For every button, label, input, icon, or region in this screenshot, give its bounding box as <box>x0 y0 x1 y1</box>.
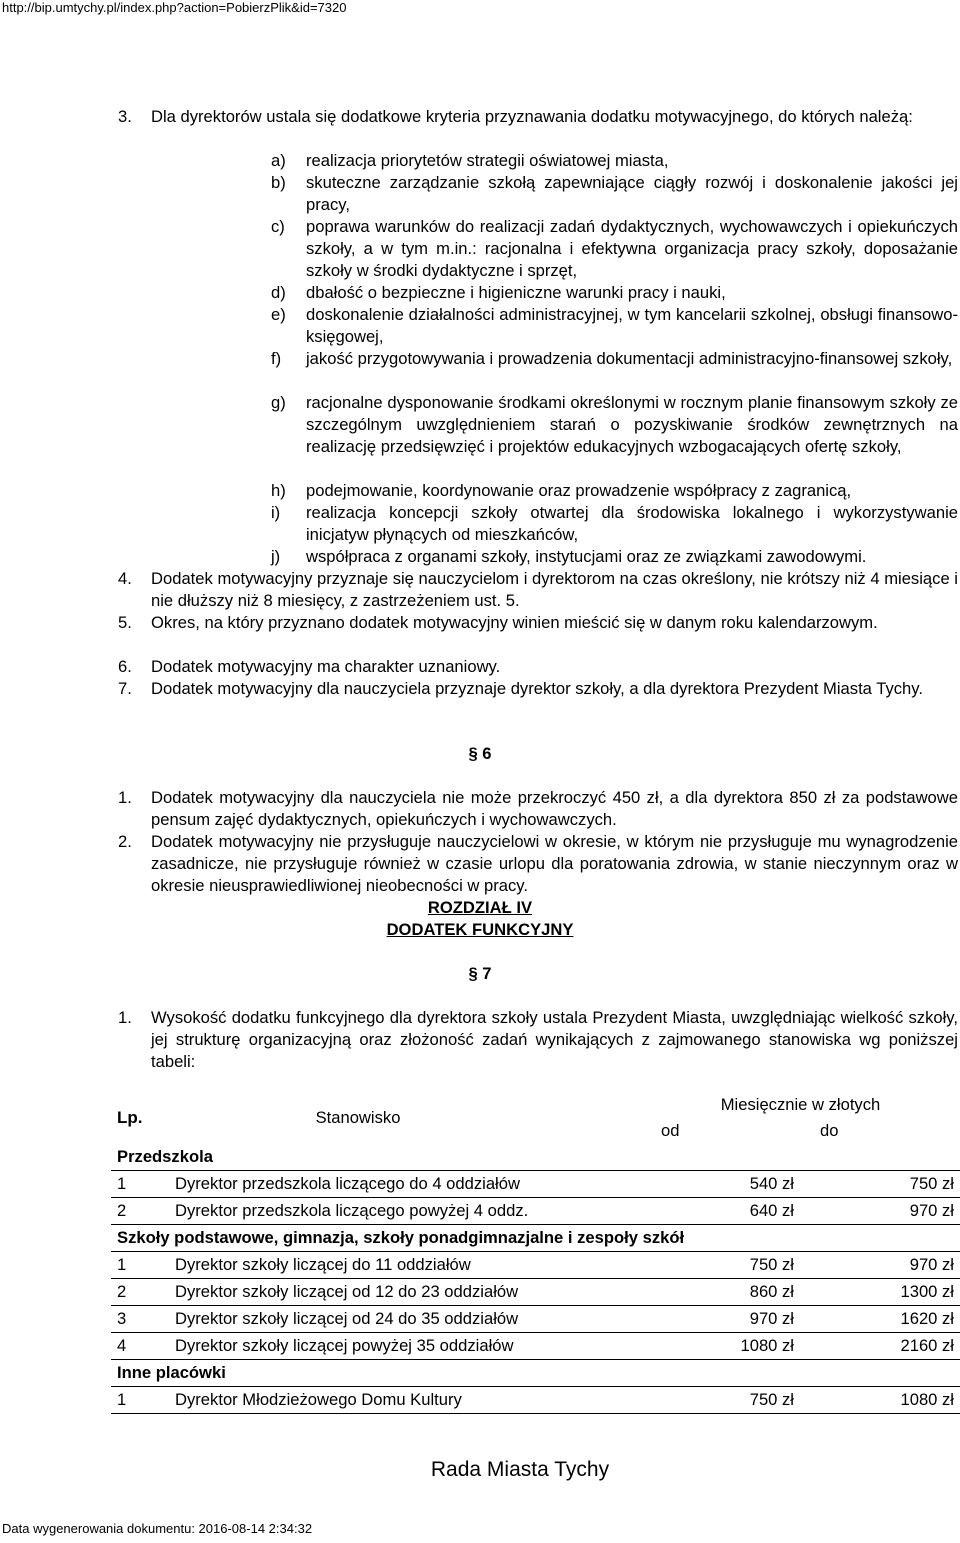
group-row <box>111 1360 960 1387</box>
p3-text: Dla dyrektorów ustala się dodatkowe kryteria przyznawania dodatku motywacyjnego, do których należą: <box>151 107 913 126</box>
p3-number: 3. <box>118 107 132 126</box>
group-row <box>111 1144 960 1171</box>
row-lp: 3 <box>111 1306 169 1333</box>
header-stanowisko: Stanowisko <box>315 1108 401 1127</box>
p6-number: 6. <box>118 657 132 676</box>
row-do: 970 zł <box>800 1198 960 1225</box>
group-inne: Inne placówki <box>111 1360 960 1387</box>
header-lp: Lp. <box>117 1108 143 1127</box>
table-row <box>111 1306 960 1333</box>
p3-item-f: jakość przygotowywania i prowadzenia dokumentacji administracyjno-finansowej szkoły, <box>306 349 953 368</box>
table-row <box>111 1279 960 1306</box>
chapter-title-text: DODATEK FUNKCYJNY <box>386 920 574 939</box>
s6-p2-number: 2. <box>118 832 132 851</box>
p3-item-j-label: j) <box>271 547 281 566</box>
p3-item-a-label: a) <box>271 151 286 170</box>
p3-item-h-label: h) <box>271 481 286 500</box>
p3-item-g-label: g) <box>271 393 286 412</box>
header-miesiecznie: Miesięcznie w złotych <box>720 1095 881 1114</box>
p3-item-c-label: c) <box>271 217 285 236</box>
row-name: Dyrektor przedszkola liczącego powyżej 4 oddz. <box>169 1198 641 1225</box>
p3-item-d-label: d) <box>271 283 286 302</box>
row-do: 2160 zł <box>800 1333 960 1360</box>
row-od: 1080 zł <box>641 1333 800 1360</box>
chapter-number <box>0 897 960 919</box>
p3-item-d: dbałość o bezpieczne i higieniczne warunki pracy i nauki, <box>306 283 726 302</box>
header-od: od <box>661 1121 680 1140</box>
p3-item-c: poprawa warunków do realizacji zadań dydaktycznych, wychowawczych i opiekuńczych szkoły, a w tym m.in.: racjonalna i efektywna organizacja pracy szkoły, doposażanie szkoły w środki dydaktyczne i sprzęt, <box>306 217 958 280</box>
p3-item-i: realizacja koncepcji szkoły otwartej dla środowiska lokalnego i wykorzystywanie inicjatyw płynących od mieszkańców, <box>306 503 958 544</box>
row-od: 540 zł <box>641 1171 800 1198</box>
table-row <box>111 1171 960 1198</box>
p7-text: Dodatek motywacyjny dla nauczyciela przyznaje dyrektor szkoły, a dla dyrektora Prezydent Miasta Tychy. <box>151 679 923 698</box>
row-od: 860 zł <box>641 1279 800 1306</box>
p3-item-h: podejmowanie, koordynowanie oraz prowadzenie współpracy z zagranicą, <box>306 481 852 500</box>
row-lp: 1 <box>111 1171 169 1198</box>
row-name: Dyrektor szkoły liczącej od 24 do 35 oddziałów <box>169 1306 641 1333</box>
table-row <box>111 1198 960 1225</box>
s7-p1-number: 1. <box>118 1008 132 1027</box>
row-lp: 2 <box>111 1279 169 1306</box>
section-7-heading: § 7 <box>468 964 492 983</box>
s6-p1-text: Dodatek motywacyjny dla nauczyciela nie może przekroczyć 450 zł, a dla dyrektora 850 zł za podstawowe pensum zajęć dydaktycznych, opiekuńczych i wychowawczych. <box>151 788 958 829</box>
s7-p1-text: Wysokość dodatku funkcyjnego dla dyrektora szkoły ustala Prezydent Miasta, uwzględniając wielkość szkoły, jej strukturę organizacyjną oraz złożoność zadań wynikających z zajmowanego stanowiska wg poniższej tabeli: <box>151 1008 958 1071</box>
row-od: 750 zł <box>641 1387 800 1414</box>
row-name: Dyrektor szkoły liczącej do 11 oddziałów <box>169 1252 641 1279</box>
row-od: 750 zł <box>641 1252 800 1279</box>
p3-item-i-label: i) <box>271 503 281 522</box>
header-do: do <box>820 1121 839 1140</box>
p3-item-b-label: b) <box>271 173 286 192</box>
row-od: 970 zł <box>641 1306 800 1333</box>
row-do: 970 zł <box>800 1252 960 1279</box>
p6-text: Dodatek motywacyjny ma charakter uznaniowy. <box>151 657 501 676</box>
p5-number: 5. <box>118 613 132 632</box>
chapter-title <box>0 919 960 941</box>
table-row <box>111 1387 960 1414</box>
row-name: Dyrektor przedszkola liczącego do 4 oddziałów <box>169 1171 641 1198</box>
row-lp: 2 <box>111 1198 169 1225</box>
row-od: 640 zł <box>641 1198 800 1225</box>
row-name: Dyrektor szkoły liczącej powyżej 35 oddziałów <box>169 1333 641 1360</box>
chapter-number-text: ROZDZIAŁ IV <box>427 898 533 917</box>
row-lp: 4 <box>111 1333 169 1360</box>
table-header-row <box>111 1092 960 1118</box>
row-lp: 1 <box>111 1252 169 1279</box>
group-przedszkola: Przedszkola <box>111 1144 960 1171</box>
group-row <box>111 1225 960 1252</box>
p7-number: 7. <box>118 679 132 698</box>
p3-item-b: skuteczne zarządzanie szkołą zapewniające ciągły rozwój i doskonalenie jakości jej pracy, <box>306 173 958 214</box>
source-url: http://bip.umtychy.pl/index.php?action=PobierzPlik&id=7320 <box>2 0 347 15</box>
row-lp: 1 <box>111 1387 169 1414</box>
row-do: 1080 zł <box>800 1387 960 1414</box>
footer-council-name: Rada Miasta Tychy <box>430 1458 610 1481</box>
section-6-heading: § 6 <box>468 744 492 763</box>
row-do: 1620 zł <box>800 1306 960 1333</box>
allowance-table <box>111 1092 960 1414</box>
p3-item-a: realizacja priorytetów strategii oświatowej miasta, <box>306 151 669 170</box>
table-row <box>111 1333 960 1360</box>
s6-p1-number: 1. <box>118 788 132 807</box>
p4-text: Dodatek motywacyjny przyznaje się nauczycielom i dyrektorom na czas określony, nie krótszy niż 4 miesiące i nie dłuższy niż 8 miesięcy, z zastrzeżeniem ust. 5. <box>151 569 958 610</box>
p3-item-e: doskonalenie działalności administracyjnej, w tym kancelarii szkolnej, obsługi finansowo-księgowej, <box>306 305 958 346</box>
p3-item-j: współpraca z organami szkoły, instytucjami oraz ze związkami zawodowymi. <box>306 547 867 566</box>
p3-item-f-label: f) <box>271 349 282 368</box>
p5-text: Okres, na który przyznano dodatek motywacyjny winien mieścić się w danym roku kalendarzowym. <box>151 613 878 632</box>
p3-item-e-label: e) <box>271 305 286 324</box>
s6-p2-text: Dodatek motywacyjny nie przysługuje nauczycielowi w okresie, w którym nie przysługuje mu wynagrodzenie zasadnicze, nie przysługuje również w czasie urlopu dla poratowania zdrowia, w stanie nieczynnym oraz w okresie nieusprawiedliwionej nieobecności w pracy. <box>151 832 958 895</box>
generation-date: Data wygenerowania dokumentu: 2016-08-14 2:34:32 <box>2 1521 313 1536</box>
table-row <box>111 1252 960 1279</box>
row-do: 750 zł <box>800 1171 960 1198</box>
row-do: 1300 zł <box>800 1279 960 1306</box>
p4-number: 4. <box>118 569 132 588</box>
row-name: Dyrektor Młodzieżowego Domu Kultury <box>169 1387 641 1414</box>
p3-item-g: racjonalne dysponowanie środkami określonymi w rocznym planie finansowym szkoły ze szczególnym uwzględnieniem starań o pozyskiwanie środków zewnętrznych na realizację przedsięwzięć i projektów edukacyjnych wzbogacających ofertę szkoły, <box>306 393 958 456</box>
group-szkoly: Szkoły podstawowe, gimnazja, szkoły ponadgimnazjalne i zespoły szkół <box>111 1225 960 1252</box>
row-name: Dyrektor szkoły liczącej od 12 do 23 oddziałów <box>169 1279 641 1306</box>
